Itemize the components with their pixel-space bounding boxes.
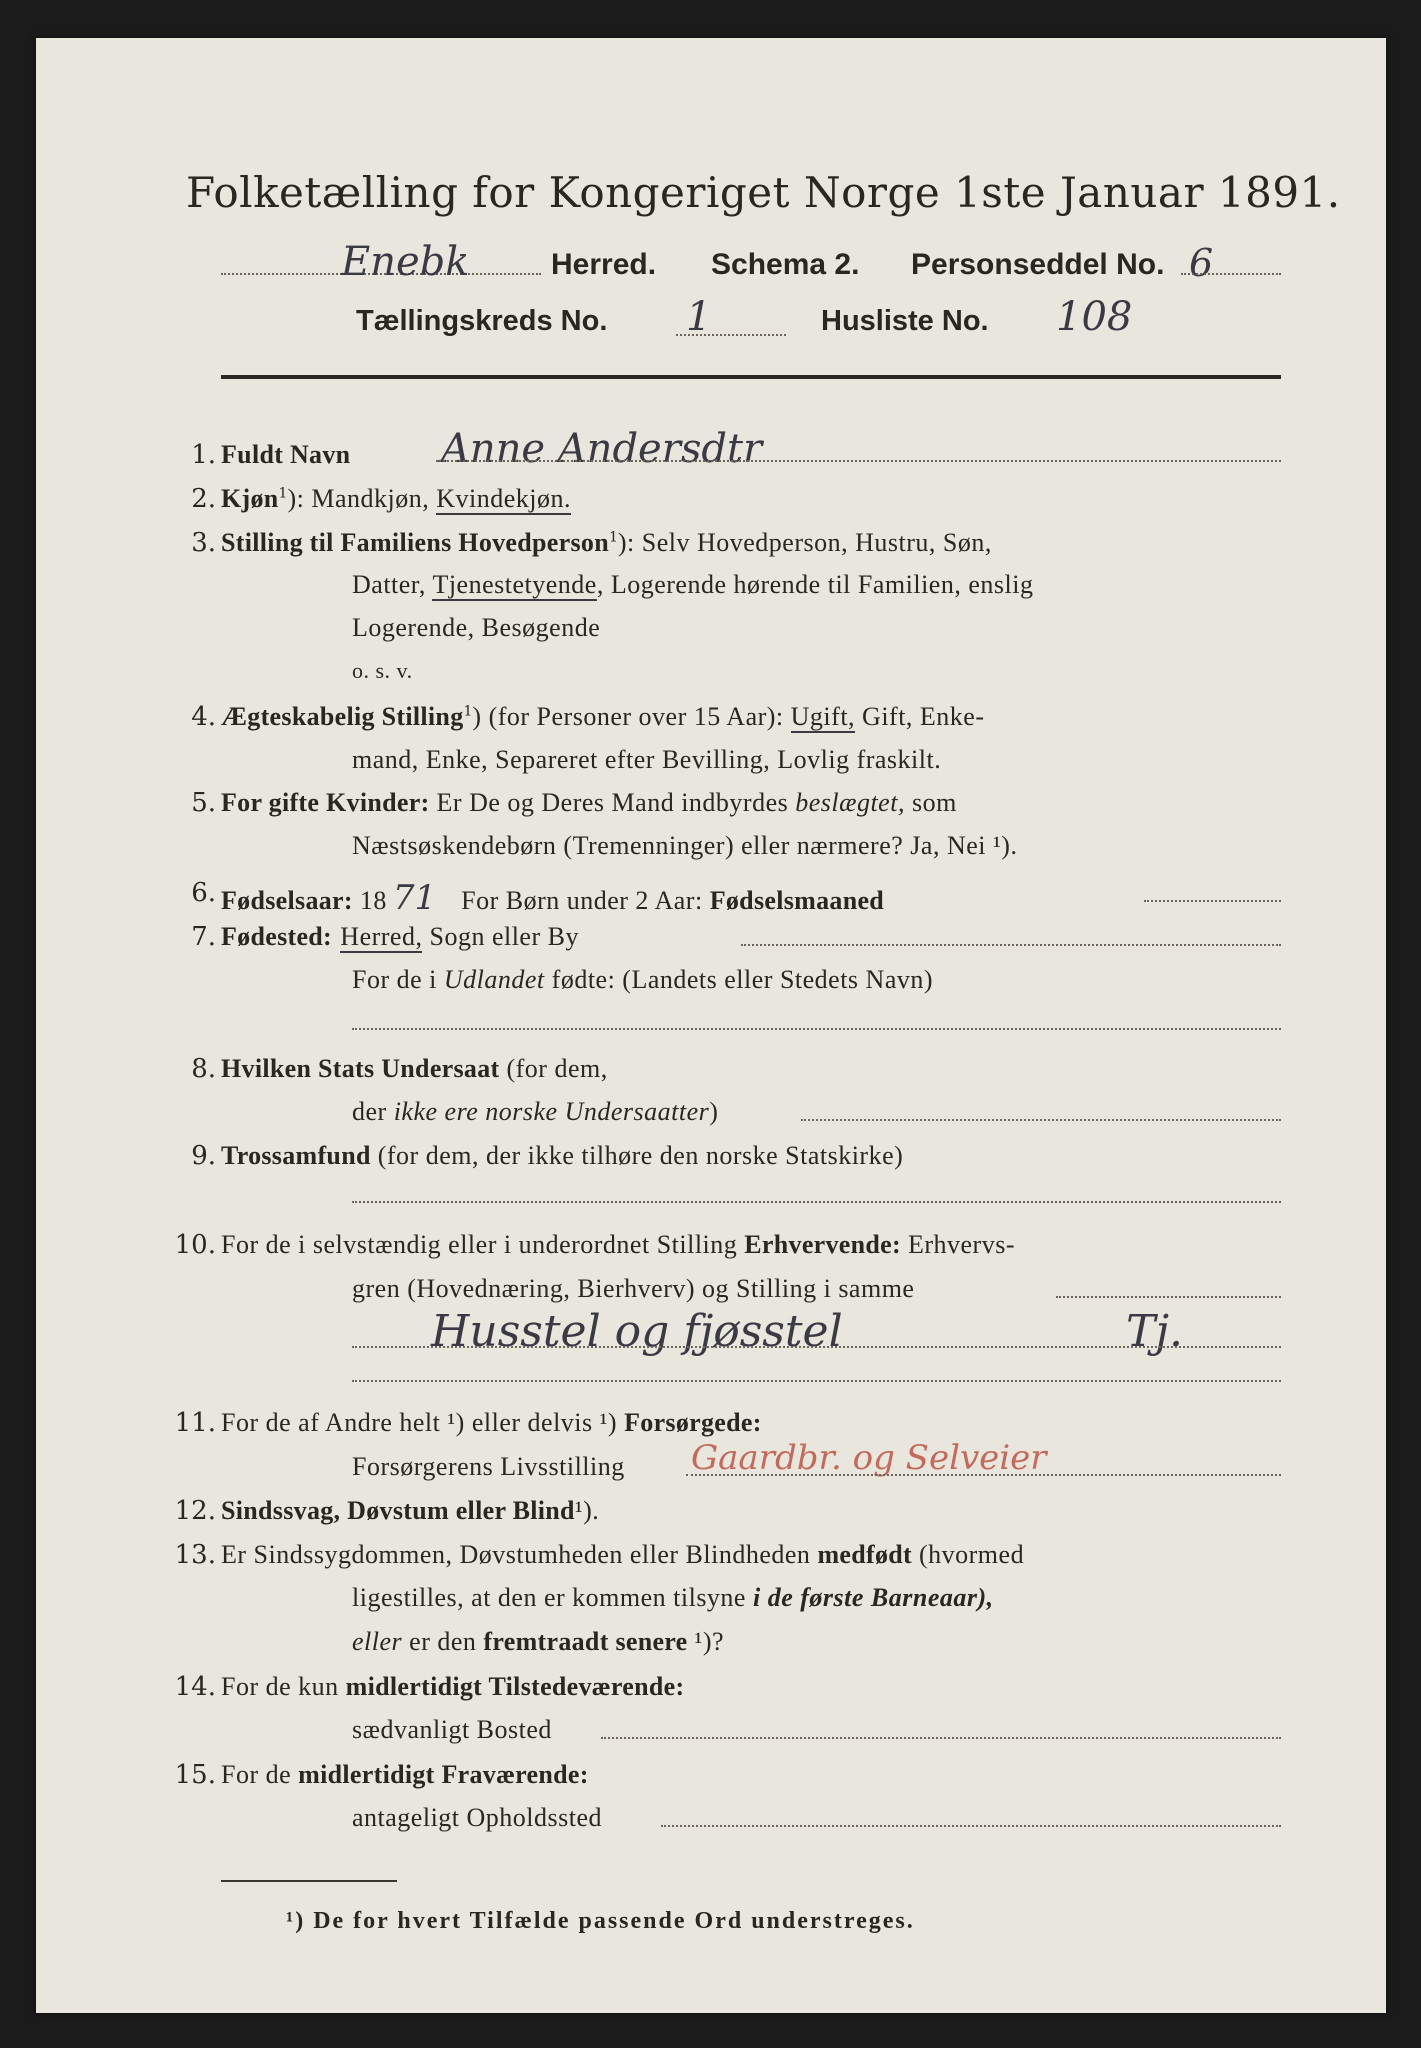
item-label: For gifte Kvinder: (221, 788, 430, 817)
item-label: Stilling til Familiens Hovedperson (221, 528, 609, 557)
item-text: som (904, 788, 957, 817)
item-text: ¹). (574, 1496, 600, 1525)
item-text: Sogn eller By (422, 922, 579, 951)
schema-label: Schema 2. (711, 248, 860, 281)
answer-occupation-status: Tj. (1126, 1306, 1183, 1357)
footnote: ¹) De for hvert Tilfælde passende Ord understreges. (286, 1908, 915, 1934)
item-text: , Logerende hørende til Familien, enslig (596, 570, 1034, 599)
item-number: 9. (191, 1141, 216, 1171)
item-label: Sindssvag, Døvstum eller Blind (221, 1496, 575, 1525)
item-text: 18 (352, 886, 387, 915)
item-number: 8. (191, 1054, 216, 1084)
form-title: Folketælling for Kongeriget Norge 1ste Januar 1891. (186, 168, 1341, 217)
item-text: ): Mandkjøn, (287, 484, 437, 513)
item-text: gren (Hovednæring, Bierhverv) og Stilling i samme (352, 1274, 915, 1303)
item-label: midlertidigt Fraværende: (298, 1760, 589, 1789)
item-label: Ægteskabelig Stilling (221, 702, 464, 731)
item-label: Trossamfund (221, 1141, 371, 1170)
personseddel-label: Personseddel No. (911, 248, 1165, 281)
item-text: Datter, (352, 570, 433, 599)
item-text: For de i (352, 965, 444, 994)
answer-occupation: Husstel og fjøsstel (431, 1306, 843, 1357)
kreds-number: 1 (686, 294, 712, 340)
item-text: For de af Andre helt ¹) eller delvis ¹) (221, 1408, 625, 1437)
item-number: 13. (174, 1540, 216, 1570)
item-number: 3. (191, 528, 216, 558)
item-text: ligestilles, at den er kommen tilsyne (352, 1583, 753, 1612)
item-text: For de kun (221, 1672, 346, 1701)
item-text: der (352, 1097, 394, 1126)
footnote-divider (221, 1880, 397, 1882)
item-label: Hvilken Stats Undersaat (221, 1054, 500, 1083)
census-form-page: Folketælling for Kongeriget Norge 1ste Januar 1891. Enebk Herred. Schema 2. Personseddel No. 6 Tællingskreds No. 1 Husliste No. 108 1. Fuldt Navn Anne Andersdtr 2. Kjøn$^1$): Mandkjøn, Kvindekjøn. 3. Stilling til Familiens Hovedperson$^1$): Selv Hovedperson, Hustru, Søn, Datter, Tjenestetyende, Logerende hørende til Familien, enslig Logerende, Besøgende o. s. v. 4. Ægteskabelig Stilling$^1$) (for Personer over 15 Aar): Ugift, Gift, Enke- mand, Enke, Separeret efter Bevilling, Lovlig fraskilt. 5. For gifte Kvinder: Er De og Deres Mand indbyrdes beslægtet, som Næstsøskendebørn (Tremenninger) eller nærmere? Ja, Nei ¹). 6. Fødselsaar: 18 71 For Børn under 2 Aar: Fødselsmaaned 7. Fødested: Herred, Sogn eller By For de i Udlandet fødte: (Landets eller Stedets Navn) 8. Hvilken Stats Undersaat (for dem, der ikke ere norske Undersaatter) 9. Trossamfund (for dem, der ikke tilhøre den norske Statskirke) 10. For de i selvstændig eller i underordnet Stilling Erhvervende: Erhvervs- gren (Hovednæring, Bierhverv) og Stilling i samme Husstel og fjøsstel Tj. 11. For de af Andre helt ¹) eller delvis ¹) Forsørgede: Forsørgerens Livsstilling Gaardbr. og Selveier 12. Sindssvag, Døvstum eller Blind¹). 13. Er Sindssygdommen, Døvstumheden eller Blindheden medfødt (hvormed ligestilles, at den er kommen tilsyne i de første Barneaar), eller er den fremtraadt senere ¹)? 14. For de kun midlertidigt Tilstedeværende: sædvanligt Bosted 15. For de midlertidigt Fraværende: antageligt Opholdssted ¹) De for hvert Tilfælde passende Ord understreges. (36, 38, 1386, 2013)
herred-label: Herred. (551, 248, 657, 281)
footnote-mark: 1 (278, 485, 288, 502)
item-label: Fuldt Navn (221, 440, 351, 469)
item-text: Logerende, Besøgende (352, 613, 601, 642)
underlined-option: Herred, (340, 922, 423, 951)
item-text: Er Sindssygdommen, Døvstumheden eller Blindheden (221, 1540, 818, 1569)
husliste-number: 108 (1056, 294, 1133, 340)
item-label: Fødested: (221, 922, 333, 951)
husliste-label: Husliste No. (821, 305, 989, 337)
item-text: eller (352, 1627, 403, 1656)
item-text: Næstsøskendebørn (Tremenninger) eller nærmere? Ja, Nei ¹). (352, 831, 1018, 860)
header-divider (221, 375, 1281, 379)
item-text: (hvormed (911, 1540, 1025, 1569)
item-number: 12. (174, 1496, 216, 1526)
item-number: 14. (174, 1672, 216, 1702)
item-text: antageligt Opholdssted (352, 1803, 603, 1832)
item-text: Gift, Enke- (855, 702, 985, 731)
item-text: (for dem, (499, 1054, 608, 1083)
item-text: (for dem, der ikke tilhøre den norske Statskirke) (370, 1141, 904, 1170)
item-label: Kjøn (221, 484, 279, 513)
item-text: Er De og Deres Mand indbyrdes (429, 788, 796, 817)
header-kreds-line (356, 294, 1216, 350)
item-label: Fødselsmaaned (709, 886, 885, 915)
item-text: ikke ere norske Undersaatter (393, 1097, 710, 1126)
item-text: ¹)? (687, 1627, 725, 1656)
item-text: o. s. v. (352, 658, 413, 683)
answer-provider-occupation: Gaardbr. og Selveier (691, 1438, 1047, 1478)
item-number: 5. (191, 788, 216, 818)
underlined-option: Ugift, (790, 702, 856, 731)
item-text: mand, Enke, Separeret efter Bevilling, Lovlig fraskilt. (352, 745, 942, 774)
item-text: sædvanligt Bosted (352, 1715, 552, 1744)
answer-name: Anne Andersdtr (441, 426, 763, 472)
underlined-option: Kvindekjøn. (436, 484, 571, 513)
item-number: 6. (191, 878, 216, 908)
item-number: 4. (191, 702, 216, 732)
item-label: midlertidigt Tilstedeværende: (345, 1672, 685, 1701)
item-number: 2. (191, 484, 216, 514)
item-text: Erhvervs- (900, 1230, 1015, 1259)
answer-birth-year: 71 (392, 878, 437, 918)
item-number: 7. (191, 922, 216, 952)
item-label: Forsørgede: (624, 1408, 762, 1437)
item-number: 11. (174, 1408, 216, 1438)
item-text: For de i selvstændig eller i underordnet Stilling (221, 1230, 745, 1259)
item-number: 15. (174, 1760, 216, 1790)
kreds-label: Tællingskreds No. (356, 305, 608, 337)
item-text: For de (221, 1760, 299, 1789)
personseddel-number: 6 (1189, 241, 1214, 285)
item-text: er den (402, 1627, 484, 1656)
item-text: Udlandet (443, 965, 545, 994)
item-text: ) (709, 1097, 719, 1126)
item-number: 1. (191, 440, 216, 470)
item-label: Erhvervende: (744, 1230, 901, 1259)
underlined-option: Tjenestetyende (432, 570, 597, 599)
header-herred-line (221, 239, 1281, 293)
item-text: i de første Barneaar), (752, 1583, 994, 1612)
item-text: ) (for Personer over 15 Aar): (472, 702, 791, 731)
item-number: 10. (174, 1230, 216, 1260)
item-text: Forsørgerens Livsstilling (352, 1452, 625, 1481)
item-text: ): Selv Hovedperson, Hustru, Søn, (617, 528, 992, 557)
item-text: For Børn under 2 Aar: (454, 886, 710, 915)
item-label: Fødselsaar: (221, 886, 353, 915)
item-text: beslægtet, (795, 788, 905, 817)
item-label: medfødt (817, 1540, 912, 1569)
item-text: fødte: (Landets eller Stedets Navn) (544, 965, 934, 994)
item-label: fremtraadt senere (483, 1627, 688, 1656)
herred-handwritten: Enebk (341, 239, 470, 285)
